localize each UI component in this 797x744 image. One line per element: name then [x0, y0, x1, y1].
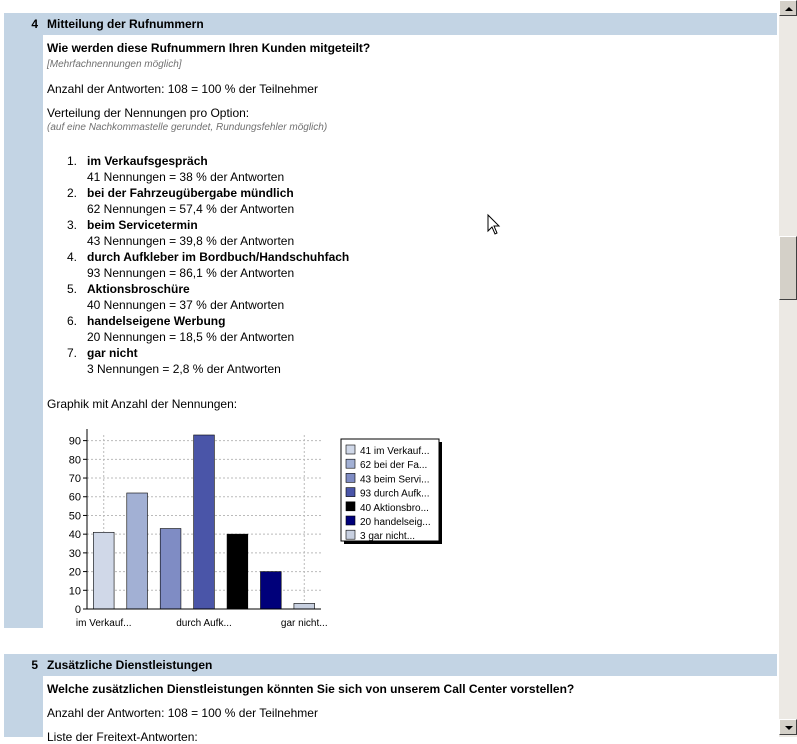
chart-bar — [194, 435, 215, 609]
distribution-note: (auf eine Nachkommastelle gerundet, Rundungsfehler möglich) — [47, 122, 328, 133]
question-4-body — [43, 35, 777, 628]
x-tick-label: im Verkauf... — [75, 618, 132, 629]
mouse-cursor-icon — [487, 214, 501, 236]
option-label: Aktionsbroschüre — [87, 282, 190, 296]
question-5-sidebar — [4, 676, 43, 737]
legend-entry: 40 Aktionsbro... — [360, 502, 429, 514]
chart-bar — [93, 532, 114, 609]
option-count: 93 Nennungen = 86,1 % der Antworten — [87, 266, 295, 280]
answers-count: Anzahl der Antworten: 108 = 100 % der Teilnehmer — [47, 706, 318, 720]
question-text: Welche zusätzlichen Dienstleistungen könnten Sie sich von unserem Call Center vorstellen? — [47, 682, 575, 696]
free-text-heading: Liste der Freitext-Antworten: — [47, 730, 198, 744]
graph-heading: Graphik mit Anzahl der Nennungen: — [47, 397, 238, 411]
legend-swatch — [346, 473, 355, 482]
question-4-sidebar — [4, 35, 43, 628]
y-tick-label: 40 — [68, 529, 81, 542]
question-number: 4 — [31, 17, 38, 31]
y-tick-label: 10 — [68, 585, 81, 598]
y-tick-label: 20 — [68, 566, 81, 579]
chart-bar — [227, 534, 248, 609]
legend-swatch — [346, 516, 355, 525]
legend-swatch — [346, 530, 355, 539]
legend-swatch — [346, 488, 355, 497]
option-label: beim Servicetermin — [87, 218, 198, 232]
arrow-up-icon — [785, 7, 793, 11]
question-number: 5 — [31, 658, 38, 672]
option-label: gar nicht — [87, 346, 138, 360]
option-count: 43 Nennungen = 39,8 % der Antworten — [87, 234, 295, 248]
option-label: durch Aufkleber im Bordbuch/Handschuhfach — [87, 250, 350, 264]
legend-swatch — [346, 459, 355, 468]
legend-entry: 41 im Verkauf... — [360, 446, 430, 457]
y-tick-label: 60 — [68, 491, 81, 504]
legend-entry: 43 beim Servi... — [360, 474, 430, 486]
options-list-wrap: 1. im Verkaufsgespräch 41 Nennungen = 38 % der Antworten 2. bei der Fahrzeugübergabe mündlich 62 Nennungen = 57,4 % der Antworten 3. beim Servicetermin 43 Nennungen = 39,8 % der Antworten 4. durch Aufkleber im Bordbuch/Handschuhfach 93 Nennungen = 86,1 % der Antworten 5. Aktionsbroschüre 40 Nennungen = 37 % der Antworten 6. handelseigene Werbung 20 Nennungen = 18,5 % der Antworten 7. gar nicht 3 Nennungen = 2,8 % der Antworten — [66, 154, 350, 376]
question-4-header — [4, 13, 777, 35]
y-tick-label: 30 — [68, 547, 81, 560]
bar-chart — [57, 419, 437, 629]
scrollbar-thumb[interactable] — [779, 236, 797, 300]
y-tick-label: 50 — [68, 510, 81, 523]
legend-swatch — [346, 445, 355, 454]
question-5-body — [43, 676, 777, 744]
vertical-scrollbar[interactable] — [779, 0, 797, 737]
option-label: bei der Fahrzeugübergabe mündlich — [87, 186, 294, 200]
chart-bar — [294, 603, 315, 609]
scroll-up-button[interactable] — [779, 0, 797, 16]
distribution-heading: Verteilung der Nennungen pro Option: — [47, 106, 250, 120]
legend-entry: 3 gar nicht... — [360, 531, 416, 543]
option-count: 20 Nennungen = 18,5 % der Antworten — [87, 330, 295, 344]
option-label: handelseigene Werbung — [87, 314, 226, 328]
option-label: im Verkaufsgespräch — [87, 154, 208, 168]
legend-swatch — [346, 502, 355, 511]
legend-entry: 20 handelseig... — [360, 517, 431, 528]
option-count: 62 Nennungen = 57,4 % der Antworten — [87, 202, 295, 216]
chart-bar — [127, 493, 148, 609]
question-5-header — [4, 654, 777, 676]
question-title: Mitteilung der Rufnummern — [47, 17, 204, 31]
answers-count: Anzahl der Antworten: 108 = 100 % der Teilnehmer — [47, 82, 318, 96]
scroll-down-button[interactable] — [779, 719, 797, 735]
question-text: Wie werden diese Rufnummern Ihren Kunden mitgeteilt? — [47, 41, 371, 55]
chart-bar — [260, 572, 281, 609]
question-title: Zusätzliche Dienstleistungen — [47, 658, 213, 672]
arrow-down-icon — [785, 726, 793, 730]
y-tick-label: 0 — [74, 604, 81, 616]
option-count: 3 Nennungen = 2,8 % der Antworten — [87, 362, 281, 376]
y-tick-label: 90 — [68, 435, 81, 448]
chart-bar — [160, 529, 181, 609]
y-tick-label: 70 — [68, 473, 81, 486]
x-tick-label: gar nicht... — [280, 618, 328, 629]
option-count: 40 Nennungen = 37 % der Antworten — [87, 298, 285, 312]
x-tick-label: durch Aufk... — [176, 618, 232, 629]
legend-entry: 62 bei der Fa... — [360, 460, 428, 472]
multi-answer-note: [Mehrfachnennungen möglich] — [47, 59, 182, 70]
option-count: 41 Nennungen = 38 % der Antworten — [87, 170, 285, 184]
legend-entry: 93 durch Aufk... — [360, 488, 430, 500]
y-tick-label: 80 — [68, 454, 81, 467]
